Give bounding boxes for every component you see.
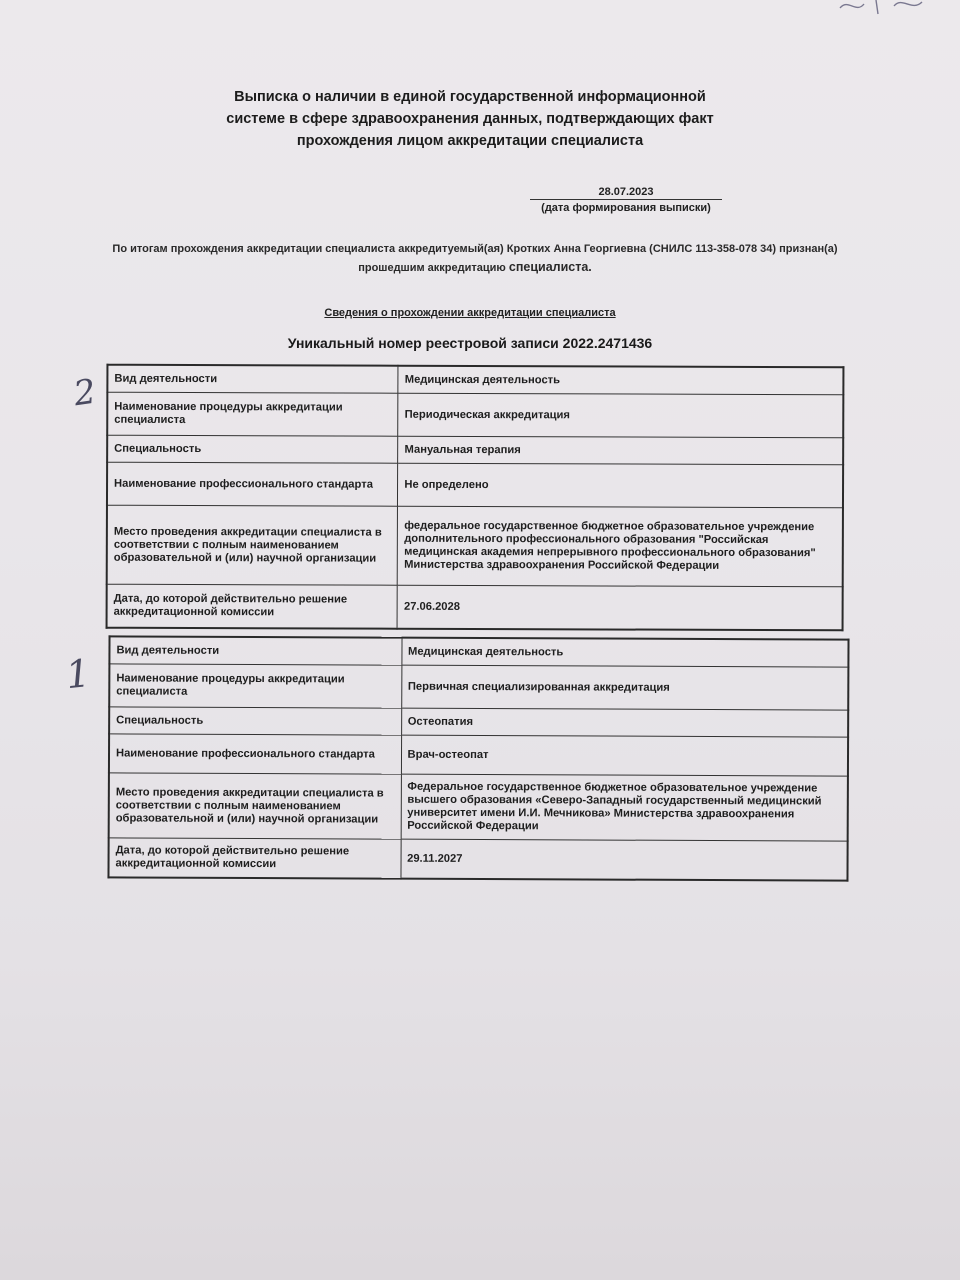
document-title xyxy=(150,86,790,152)
registry-number: Уникальный номер реестровой записи 2022.2471436 xyxy=(287,335,653,351)
field-label: Место проведения аккредитации специалиста в соответствии с полным наименованием образовательной и (или) научной организации xyxy=(107,505,398,585)
title-line: системе в сфере здравоохранения данных, подтверждающих факт xyxy=(226,111,714,127)
field-label: Специальность xyxy=(109,707,401,735)
field-value: Не определено xyxy=(398,463,843,508)
table-row xyxy=(107,392,843,438)
intro-tail: специалиста. xyxy=(508,260,592,274)
issue-date-block xyxy=(530,186,722,214)
table-row xyxy=(107,505,843,587)
field-value: Периодическая аккредитация xyxy=(398,393,843,438)
accreditation-record-table xyxy=(107,635,849,881)
field-label: Наименование профессионального стандарта xyxy=(107,462,398,506)
issue-date: 28.07.2023 xyxy=(530,186,722,200)
table-row xyxy=(107,365,843,395)
field-label: Дата, до которой действительно решение аккредитационной комиссии xyxy=(107,584,398,629)
field-value: Мануальная терапия xyxy=(398,436,843,465)
table-row xyxy=(109,707,848,737)
corner-scribble xyxy=(836,0,926,20)
title-line: Выписка о наличии в единой государственной информационной xyxy=(234,89,706,105)
field-value: Остеопатия xyxy=(401,708,848,737)
table-row xyxy=(107,462,843,508)
table-row xyxy=(109,636,848,667)
field-value: 29.11.2027 xyxy=(401,839,848,880)
field-value: Врач-остеопат xyxy=(401,735,848,776)
field-label: Вид деятельности xyxy=(109,636,401,665)
title-line: прохождения лицом аккредитации специалиста xyxy=(296,133,644,149)
issue-date-caption: (дата формирования выписки) xyxy=(541,202,711,214)
table-row xyxy=(109,773,848,841)
field-value: Медицинская деятельность xyxy=(398,366,843,395)
accreditation-record-table xyxy=(106,364,845,632)
field-label: Специальность xyxy=(107,435,398,463)
table-row xyxy=(108,838,847,881)
table-row xyxy=(109,664,848,710)
field-value: федеральное государственное бюджетное образовательное учреждение дополнительного профессионального образования "Российская медицинская академия непрерывного профессионального образования" Министерства здравоохранения Российской Федерации xyxy=(398,506,843,587)
field-value: Федеральное государственное бюджетное образовательное учреждение высшего образования «Северо-Западный государственный медицинский университет имени И.И. Мечникова» Министерства здравоохранения Российской Федерации xyxy=(401,774,848,841)
table-row xyxy=(109,734,848,776)
table-row xyxy=(107,435,843,465)
intro-paragraph xyxy=(112,240,838,277)
intro-text: По итогам прохождения аккредитации специалиста аккредитуемый(ая) Кротких Анна Георгиевна (СНИЛС 113-358-078 34) признан(а) прошедшим аккредитацию xyxy=(112,243,838,274)
field-label: Наименование процедуры аккредитации специалиста xyxy=(107,392,398,436)
field-label: Наименование профессионального стандарта xyxy=(109,734,401,774)
field-value: 27.06.2028 xyxy=(397,585,842,630)
field-value: Первичная специализированная аккредитация xyxy=(401,665,848,710)
section-heading: Сведения о прохождении аккредитации специалиста xyxy=(324,307,616,319)
table-row xyxy=(107,584,843,630)
handwritten-mark-1: 1 xyxy=(63,650,93,698)
field-label: Наименование процедуры аккредитации специалиста xyxy=(109,664,401,708)
handwritten-mark-2: 2 xyxy=(71,371,99,415)
field-label: Место проведения аккредитации специалиста в соответствии с полным наименованием образовательной и (или) научной организации xyxy=(109,773,401,839)
field-label: Вид деятельности xyxy=(107,365,398,394)
field-value: Медицинская деятельность xyxy=(401,638,848,667)
field-label: Дата, до которой действительно решение аккредитационной комиссии xyxy=(108,838,400,879)
